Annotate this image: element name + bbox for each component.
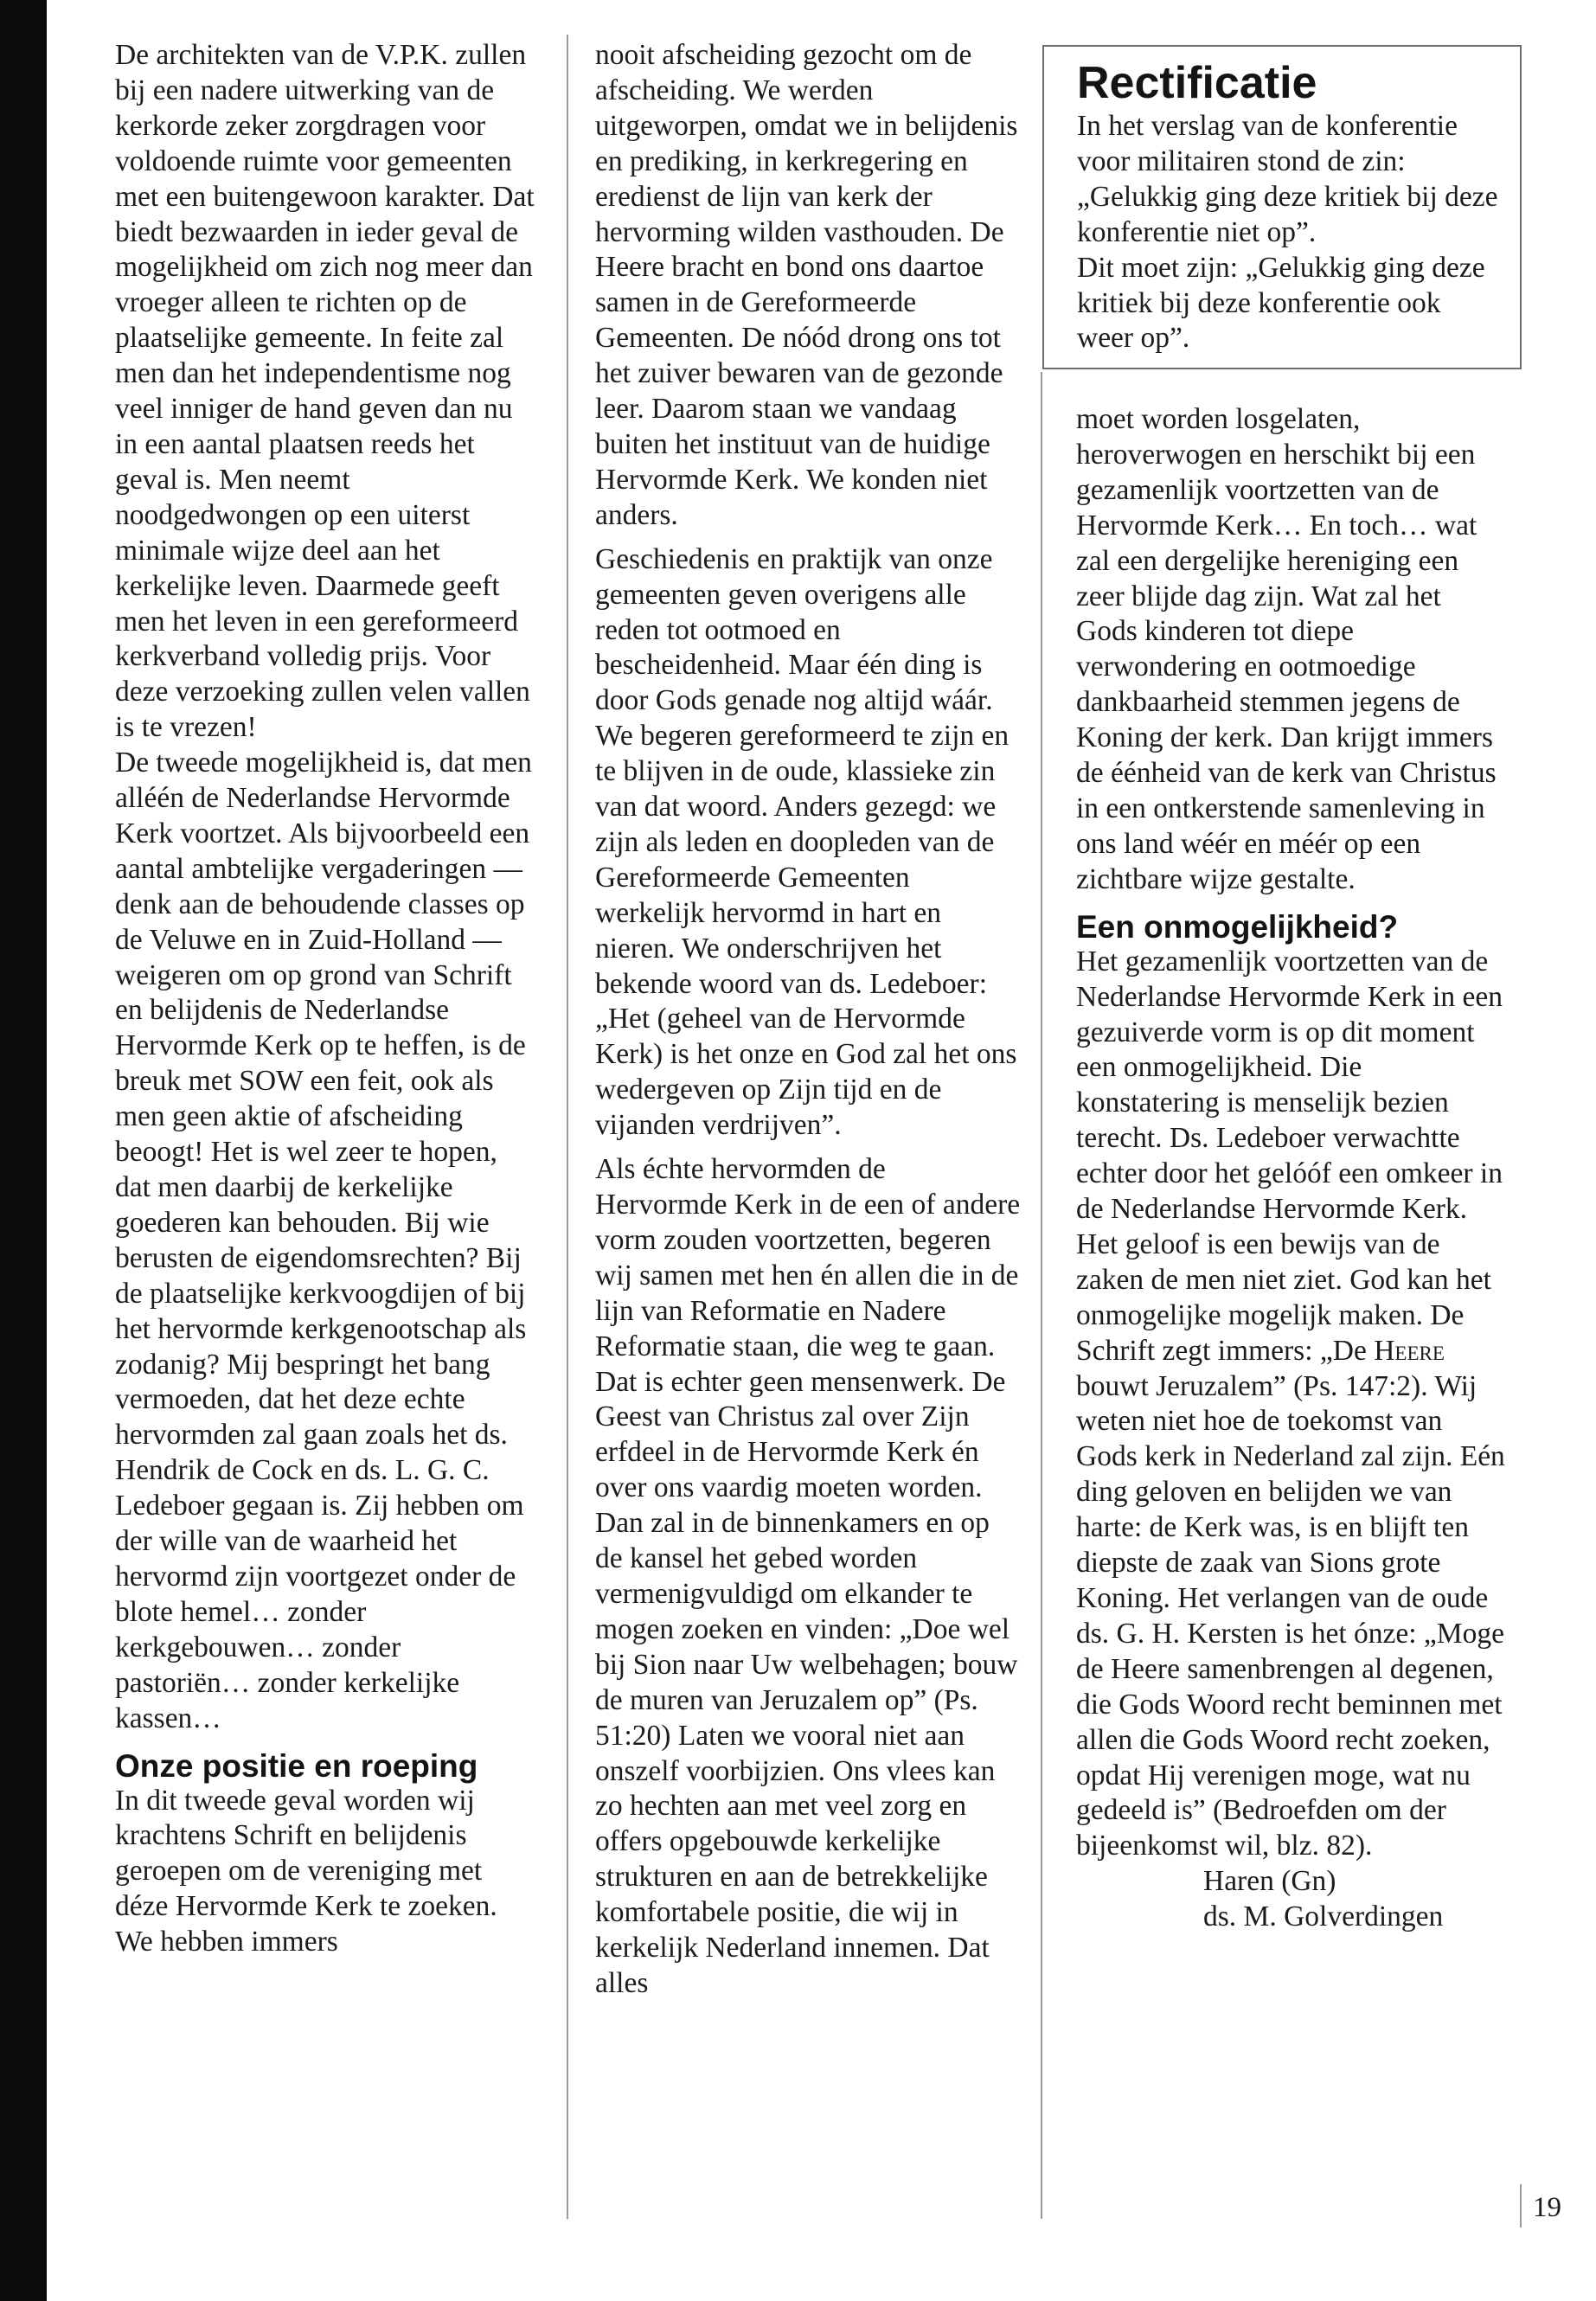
paragraph: Als échte hervormden de Hervormde Kerk in de een of andere vorm zouden voortzetten, begeren wij samen met hen én allen die in de lijn van Reformatie en Nadere Reformatie staan, die weg te gaan. Dat is echter geen mensenwerk. De Geest van Christus zal over Zijn erfdeel in de Hervormde Kerk én over ons vaardig moeten worden. Dan zal in de binnenkamers en op de kansel het gebed worden vermenigvuldigd om elkander te mogen zoeken en vinden: „Doe wel bij Sion naar Uw welbehagen; bouw de muren van Jeruzalem op” (Ps. 51:20) Laten we vooral niet aan onszelf voorbijzien. Ons vlees kan zo hechten aan met veel zorg en offers opgebouwde kerkelijke strukturen en aan de betrekkelijke komfortabele positie, die wij in kerkelijk Nederland innemen. Dat alles [595, 1153, 1021, 1999]
paragraph: nooit afscheiding gezocht om de afscheiding. We werden uitgeworpen, omdat we in belijdenis en prediking, in kerkregering en eredienst de lijn van kerk der hervorming wilden vasthouden. De Heere bracht en bond ons daartoe samen in de Gereformeerde Gemeenten. De nóód drong ons tot het zuiver bewaren van de gezonde leer. Daarom staan we vandaag buiten het instituut van de huidige Hervormde Kerk. We konden niet anders. [595, 39, 1018, 531]
paragraph: De tweede mogelijkheid is, dat men alléén de Nederlandse Hervormde Kerk voortzet. Als bijvoorbeeld een aantal ambtelijke vergaderingen — denk aan de behoudende classes op de Veluwe en in Zuid-Holland — weigeren om op grond van Schrift en belijdenis de Nederlandse Hervormde Kerk op te heffen, is de breuk met SOW een feit, ook als men geen aktie of afscheiding beoogt! Het is wel zeer te hopen, dat men daarbij de kerkelijke goederen kan behouden. Bij wie berusten de eigendomsrechten? Bij de plaatselijke kerkvoogdijen of bij het hervormde kerkgenootschap als zodanig? Mij bespringt het bang vermoeden, dat het deze echte hervormden zal gaan zoals het ds. Hendrik de Cock en ds. L. G. C. Ledeboer gegaan is. Zij hebben om der wille van de waarheid het hervormd zijn voortgezet onder de blote hemel… zonder kerkgebouwen… zonder pastoriën… zonder kerkelijke kassen… [115, 747, 532, 1734]
section-heading-onmogelijkheid: Een onmogelijkheid? [1076, 908, 1399, 945]
page-edge-shadow [0, 0, 47, 2301]
signoff [1076, 1864, 1509, 1935]
section-heading-onze-positie: Onze positie en roeping [115, 1747, 478, 1784]
signoff-place: Haren (Gn) [1203, 1865, 1336, 1898]
column-divider [1041, 372, 1042, 2219]
small-caps-heere: Heere [1374, 1334, 1445, 1367]
paragraph: moet worden losgelaten, heroverwogen en herschikt bij een gezamenlijk voortzetten van de Hervormde Kerk… En toch… wat zal een dergelijke hereniging een zeer blijde dag zijn. Wat zal het Gods kinderen tot diepe verwondering en ootmoedige dankbaarheid stemmen jegens de Koning der kerk. Dan krijgt immers de éénheid van de kerk van Christus in een ontkerstende samenleving in ons land wéér en méér op een zichtbare wijze gestalte. [1076, 403, 1497, 895]
paragraph: Dit moet zijn: „Gelukkig ging deze kritiek bij deze konferentie ook weer op”. [1077, 251, 1485, 355]
paragraph: Geschiedenis en praktijk van onze gemeenten geven overigens alle reden tot ootmoed en bescheidenheid. Maar één ding is door Gods genade nog altijd wáár. We begeren gereformeerd te zijn en te blijven in de oude, klassieke zin van dat woord. Anders gezegd: we zijn als leden en doopleden van de Gereformeerde Gemeenten werkelijk hervormd in hart en nieren. We onderschrijven het bekende woord van ds. Ledeboer: „Het (geheel van de Hervormde Kerk) is het onze en God zal het ons wedergeven op Zijn tijd en de vijanden verdrijven”. [595, 542, 1017, 1142]
signoff-author: ds. M. Golverdingen [1203, 1900, 1444, 1933]
text-run: Het gezamenlijk voortzetten van de Nederlandse Hervormde Kerk in een gezuiverde vorm is op dit moment een onmogelijkheid. Die konstatering is menselijk bezien terecht. Ds. Ledeboer verwachtte echter door het gelóóf een omkeer in de Nederlandse Hervormde Kerk. Het geloof is een bewijs van de zaken de men niet ziet. God kan het onmogelijke mogelijk maken. De Schrift zegt immers: „De [1076, 945, 1503, 1367]
paragraph [1076, 945, 1509, 1865]
paragraph: In dit tweede geval worden wij krachtens Schrift en belijdenis geroepen om de vereniging met déze Hervormde Kerk te zoeken. We hebben immers [115, 1784, 497, 1958]
article-column-1 [115, 38, 539, 1960]
page-number-divider [1520, 2184, 1522, 2227]
page-number: 19 [1533, 2192, 1561, 2223]
paragraph: In het verslag van de konferentie voor militairen stond de zin: „Gelukkig ging deze kritiek bij deze konferentie niet op”. [1077, 110, 1498, 248]
article-column-3 [1076, 402, 1509, 1935]
rectificatie-box [1042, 45, 1522, 369]
text-run: bouwt Jeruzalem” (Ps. 147:2). Wij weten niet hoe de toekomst van Gods kerk in Nederland zal zijn. Eén ding geloven en belijden we van harte: de Kerk was, is en blijft ten diepste de zaak van Sions grote Koning. Het verlangen van de oude ds. G. H. Kersten is het ónze: „Moge de Heere samenbrengen al degenen, die Gods Woord recht beminnen met allen die Gods Woord recht zoeken, opdat Hij verenigen moge, wat nu gedeeld is” (Bedroefden om der bijeenkomst wil, blz. 82). [1076, 1369, 1505, 1862]
column-divider [567, 35, 568, 2219]
paragraph: De architekten van de V.P.K. zullen bij een nadere uitwerking van de kerkorde zeker zorgdragen voor voldoende ruimte voor gemeenten met een buitengewoon karakter. Dat biedt bezwaarden in ieder geval de mogelijkheid om zich nog meer dan vroeger alleen te richten op de plaatselijke gemeente. In feite zal men dan het independentisme nog veel inniger de hand geven dan nu in een aantal plaatsen reeds het geval is. Men neemt noodgedwongen op een uiterst minimale wijze deel aan het kerkelijke leven. Daarmede geeft men het leven in een gereformeerd kerkverband volledig prijs. Voor deze verzoeking zullen velen vallen is te vrezen! [115, 39, 535, 744]
rectificatie-title: Rectificatie [1077, 58, 1317, 108]
article-column-2 [595, 38, 1023, 2002]
